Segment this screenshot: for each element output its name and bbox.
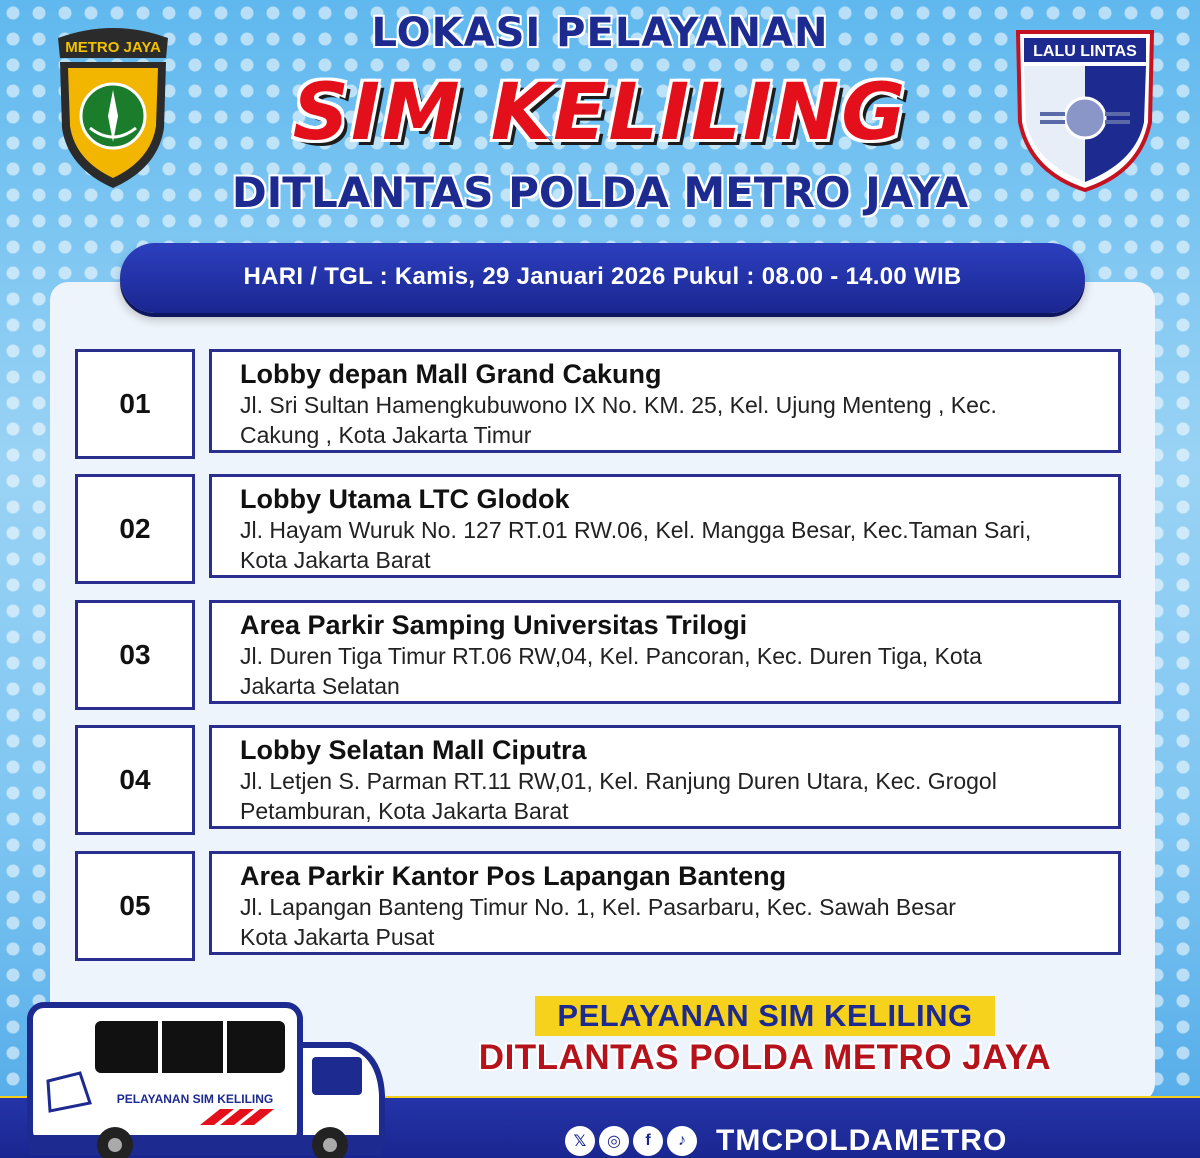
location-address-line2: Kota Jakarta Pusat xyxy=(240,924,435,950)
location-number: 05 xyxy=(75,851,195,961)
location-row xyxy=(75,474,1130,584)
facebook-icon[interactable]: f xyxy=(633,1126,663,1156)
location-address-line1: Jl. Sri Sultan Hamengkubuwono IX No. KM. 25, Kel. Ujung Menteng , Kec. xyxy=(240,392,997,418)
social-handle[interactable]: TMCPOLDAMETRO xyxy=(716,1124,1008,1157)
lalu-lintas-logo xyxy=(1010,22,1160,192)
instagram-icon[interactable]: ◎ xyxy=(599,1126,629,1156)
schedule-date-bar: HARI / TGL : Kamis, 29 Januari 2026 Pukul : 08.00 - 14.00 WIB xyxy=(120,243,1085,313)
header xyxy=(0,0,1200,240)
location-info xyxy=(209,725,1121,829)
location-number: 04 xyxy=(75,725,195,835)
title-sub: DITLANTAS POLDA METRO JAYA xyxy=(231,168,969,217)
title-top: LOKASI PELAYANAN xyxy=(371,10,829,56)
location-number: 02 xyxy=(75,474,195,584)
location-info xyxy=(209,349,1121,453)
location-address-line1: Jl. Lapangan Banteng Timur No. 1, Kel. Pasarbaru, Kec. Sawah Besar xyxy=(240,894,956,920)
truck-label: PELAYANAN SIM KELILING xyxy=(116,1092,274,1106)
title-main: SIM KELILING xyxy=(292,68,908,158)
location-address-line2: Petamburan, Kota Jakarta Barat xyxy=(240,798,569,824)
location-name: Lobby Selatan Mall Ciputra xyxy=(240,735,587,765)
location-address-line2: Kota Jakarta Barat xyxy=(240,547,431,573)
location-row xyxy=(75,725,1130,835)
location-name: Lobby Utama LTC Glodok xyxy=(240,484,570,514)
location-name: Area Parkir Kantor Pos Lapangan Banteng xyxy=(240,861,787,891)
footer-tagline-yellow: PELAYANAN SIM KELILING xyxy=(535,996,995,1036)
location-row xyxy=(75,349,1130,459)
location-name: Lobby depan Mall Grand Cakung xyxy=(240,359,662,389)
location-address-line1: Jl. Letjen S. Parman RT.11 RW,01, Kel. Ranjung Duren Utara, Kec. Grogol xyxy=(240,768,997,794)
location-number: 03 xyxy=(75,600,195,710)
location-address-line2: Jakarta Selatan xyxy=(240,673,400,699)
location-address-line2: Cakung , Kota Jakarta Timur xyxy=(240,422,532,448)
location-info xyxy=(209,600,1121,704)
location-row xyxy=(75,851,1130,961)
x-icon[interactable]: 𝕏 xyxy=(565,1126,595,1156)
footer-tagline-red: DITLANTAS POLDA METRO JAYA xyxy=(478,1038,1052,1077)
location-name: Area Parkir Samping Universitas Trilogi xyxy=(240,610,748,640)
social-icons xyxy=(565,1124,697,1158)
location-address-line1: Jl. Duren Tiga Timur RT.06 RW,04, Kel. Pancoran, Kec. Duren Tiga, Kota xyxy=(240,643,982,669)
logo-right-text: LALU LINTAS xyxy=(1033,43,1137,60)
location-info xyxy=(209,851,1121,955)
location-row xyxy=(75,600,1130,710)
tiktok-icon[interactable]: ♪ xyxy=(667,1126,697,1156)
location-info xyxy=(209,474,1121,578)
sim-keliling-truck-illustration xyxy=(20,985,390,1158)
logo-left-text: METRO JAYA xyxy=(65,39,161,56)
location-number: 01 xyxy=(75,349,195,459)
location-address-line1: Jl. Hayam Wuruk No. 127 RT.01 RW.06, Kel. Mangga Besar, Kec.Taman Sari, xyxy=(240,517,1032,543)
